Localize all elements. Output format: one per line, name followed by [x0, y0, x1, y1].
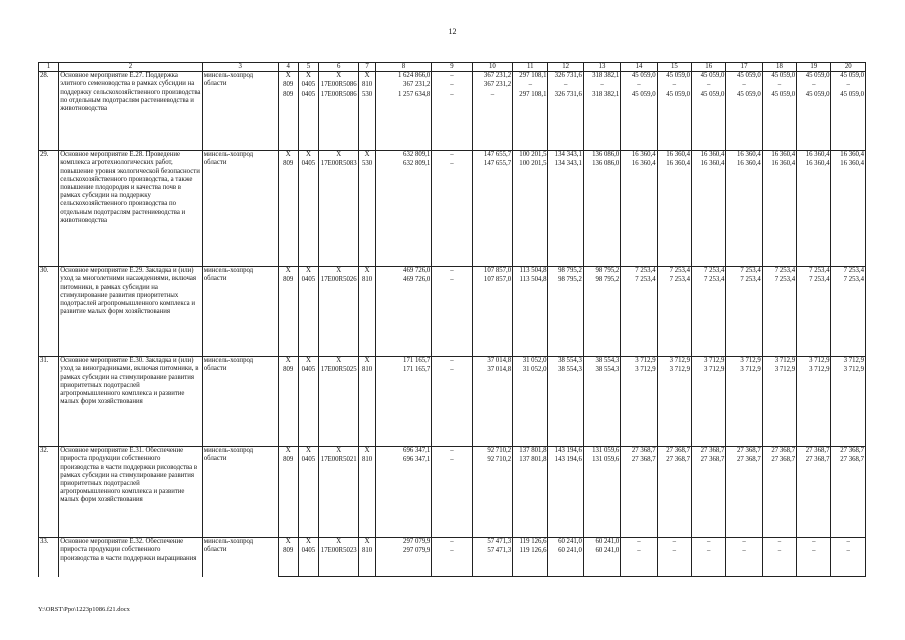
table-cell: X — [298, 447, 318, 456]
table-cell: – — [513, 81, 548, 91]
table-cell: X — [298, 72, 318, 81]
table-cell: 45 059,0 — [762, 91, 796, 151]
table-cell: 98 795,2 — [583, 267, 620, 276]
table-cell: 3 712,9 — [657, 357, 691, 366]
measure-name: Основное мероприятие Е.27. Поддержка элитного семеноводства в рамках субсидии на поддержку сельскохозяйственного производства по отдельным подотраслям растениеводства и животноводства — [59, 72, 203, 151]
table-cell: – — [548, 81, 583, 91]
table-cell: 809 — [278, 456, 298, 538]
table-cell: X — [319, 267, 359, 276]
table-cell: 16 360,4 — [657, 160, 691, 267]
table-cell: 143 194,6 — [548, 447, 583, 456]
table-cell: 45 059,0 — [726, 72, 762, 81]
table-cell: 530 — [359, 91, 375, 151]
table-cell: – — [762, 547, 796, 577]
table-cell: 326 731,6 — [548, 72, 583, 81]
table-cell: 27 368,7 — [831, 447, 866, 456]
responsible-executor: минсель-хозпрод области — [202, 447, 278, 538]
table-cell: 60 241,0 — [548, 538, 583, 547]
table-row — [39, 447, 866, 456]
column-header-3: 3 — [202, 63, 278, 72]
table-cell: 3 712,9 — [762, 366, 796, 447]
table-cell: 16 360,4 — [762, 160, 796, 267]
table-cell: 17Е00R5026 — [319, 276, 359, 357]
table-cell: 0405 — [298, 547, 318, 577]
page-number: 12 — [448, 27, 457, 36]
table-cell: 297 108,1 — [513, 91, 548, 151]
table-cell: X — [359, 267, 375, 276]
table-cell: X — [319, 72, 359, 81]
responsible-executor: минсель-хозпрод области — [202, 267, 278, 357]
table-cell: – — [762, 81, 796, 91]
table-cell: 17Е00R5021 — [319, 456, 359, 538]
table-cell: 367 231,2 — [375, 81, 432, 91]
table-cell: 92 710,2 — [472, 447, 512, 456]
table-cell: 147 655,7 — [472, 151, 512, 160]
table-cell: – — [797, 538, 831, 547]
table-cell: 17Е00R5083 — [319, 160, 359, 267]
table-cell: 171 165,7 — [375, 366, 432, 447]
table-cell: 809 — [278, 366, 298, 447]
table-cell: – — [621, 538, 657, 547]
table-cell: – — [432, 456, 472, 538]
responsible-executor: минсель-хозпрод области — [202, 72, 278, 151]
table-cell: 57 471,3 — [472, 538, 512, 547]
table-cell: 810 — [359, 456, 375, 538]
column-header-17: 17 — [726, 63, 762, 72]
table-cell: – — [692, 538, 726, 547]
table-cell: 3 712,9 — [726, 366, 762, 447]
table-cell: 45 059,0 — [657, 72, 691, 81]
table-cell: – — [432, 547, 472, 577]
table-cell: – — [432, 447, 472, 456]
table-cell: – — [726, 547, 762, 577]
table-cell: 17Е00R5023 — [319, 547, 359, 577]
table-cell: – — [762, 538, 796, 547]
table-cell: – — [726, 81, 762, 91]
table-cell: 297 079,9 — [375, 538, 432, 547]
table-cell: 3 712,9 — [692, 366, 726, 447]
table-cell: 16 360,4 — [762, 151, 796, 160]
table-cell: 45 059,0 — [692, 72, 726, 81]
table-cell: 92 710,2 — [472, 456, 512, 538]
table-cell: X — [319, 151, 359, 160]
table-cell: 136 086,0 — [583, 151, 620, 160]
table-cell: 57 471,3 — [472, 547, 512, 577]
table-cell: 810 — [359, 276, 375, 357]
table-cell: 27 368,7 — [797, 456, 831, 538]
table-cell: 632 809,1 — [375, 151, 432, 160]
program-table — [38, 62, 866, 577]
table-cell: 98 795,2 — [548, 276, 583, 357]
column-header-18: 18 — [762, 63, 796, 72]
table-cell: 469 726,0 — [375, 276, 432, 357]
table-cell: 809 — [278, 81, 298, 91]
responsible-executor: минсель-хозпрод области — [202, 357, 278, 447]
table-cell: – — [432, 538, 472, 547]
table-cell: 810 — [359, 81, 375, 91]
table-cell: – — [657, 547, 691, 577]
table-cell: – — [432, 160, 472, 267]
table-row — [39, 538, 866, 547]
table-cell: 318 382,1 — [583, 91, 620, 151]
table-cell: – — [831, 547, 866, 577]
table-cell: 1 624 866,0 — [375, 72, 432, 81]
table-cell: 3 712,9 — [831, 366, 866, 447]
table-cell: – — [432, 357, 472, 366]
table-cell: 45 059,0 — [621, 72, 657, 81]
table-cell: 809 — [278, 547, 298, 577]
table-cell: X — [359, 357, 375, 366]
table-cell: 3 712,9 — [797, 366, 831, 447]
table-cell: 60 241,0 — [583, 538, 620, 547]
column-header-14: 14 — [621, 63, 657, 72]
row-number: 33. — [39, 538, 59, 577]
table-cell: 137 801,8 — [513, 456, 548, 538]
table-cell: 809 — [278, 276, 298, 357]
column-header-12: 12 — [548, 63, 583, 72]
row-number: 28. — [39, 72, 59, 151]
table-cell: 7 253,4 — [726, 267, 762, 276]
table-cell: 45 059,0 — [657, 91, 691, 151]
table-cell: 7 253,4 — [621, 276, 657, 357]
table-cell: 0405 — [298, 160, 318, 267]
table-row — [39, 267, 866, 276]
table-cell: 98 795,2 — [583, 276, 620, 357]
table-cell: 45 059,0 — [762, 72, 796, 81]
table-cell: 27 368,7 — [692, 456, 726, 538]
table-cell: 297 108,1 — [513, 72, 548, 81]
table-cell: 100 201,5 — [513, 151, 548, 160]
table-cell: 31 052,0 — [513, 366, 548, 447]
table-cell: 367 231,2 — [472, 72, 512, 81]
table-cell: – — [657, 538, 691, 547]
table-cell: 27 368,7 — [726, 456, 762, 538]
table-cell: 7 253,4 — [657, 276, 691, 357]
measure-name: Основное мероприятие Е.32. Обеспечение прироста продукции собственного производства в части поддержки выращивания — [59, 538, 203, 577]
table-cell: 3 712,9 — [692, 357, 726, 366]
responsible-executor: минсель-хозпрод области — [202, 151, 278, 267]
table-cell: 810 — [359, 366, 375, 447]
table-cell: 45 059,0 — [831, 91, 866, 151]
table-cell: 7 253,4 — [831, 267, 866, 276]
table-cell: X — [298, 357, 318, 366]
column-header-15: 15 — [657, 63, 691, 72]
table-cell: – — [692, 81, 726, 91]
column-header-8: 8 — [375, 63, 432, 72]
table-cell: 0405 — [298, 276, 318, 357]
table-cell: 3 712,9 — [726, 357, 762, 366]
table-cell: 696 347,1 — [375, 456, 432, 538]
table-cell: 27 368,7 — [621, 447, 657, 456]
table-cell: 16 360,4 — [621, 151, 657, 160]
table-cell: 7 253,4 — [762, 267, 796, 276]
table-cell: 16 360,4 — [657, 151, 691, 160]
table-cell: – — [692, 547, 726, 577]
table-cell: – — [432, 366, 472, 447]
table-cell: 7 253,4 — [657, 267, 691, 276]
table-cell: 1 257 634,8 — [375, 91, 432, 151]
table-cell: X — [359, 538, 375, 547]
table-cell: X — [278, 447, 298, 456]
table-cell: X — [278, 267, 298, 276]
table-cell: 16 360,4 — [621, 160, 657, 267]
table-cell: X — [278, 151, 298, 160]
table-cell: X — [359, 447, 375, 456]
table-cell: 27 368,7 — [657, 447, 691, 456]
table-cell: 119 126,6 — [513, 538, 548, 547]
table-cell: 119 126,6 — [513, 547, 548, 577]
column-header-19: 19 — [797, 63, 831, 72]
row-number: 32. — [39, 447, 59, 538]
column-header-11: 11 — [513, 63, 548, 72]
measure-name: Основное мероприятие Е.29. Закладка и (или) уход за многолетними насаждениями, включая питомники, в рамках субсидии на стимулирование развития приоритетных подотраслей агропромышленного комплекса и развитие малых форм хозяйствования — [59, 267, 203, 357]
table-cell: 367 231,2 — [472, 81, 512, 91]
column-header-2: 2 — [59, 63, 203, 72]
table-cell: 469 726,0 — [375, 267, 432, 276]
table-cell: – — [432, 151, 472, 160]
table-cell: X — [298, 151, 318, 160]
table-cell: 113 504,8 — [513, 267, 548, 276]
table-cell: 0405 — [298, 366, 318, 447]
table-cell: X — [298, 267, 318, 276]
table-cell: 7 253,4 — [797, 267, 831, 276]
table-cell: 7 253,4 — [726, 276, 762, 357]
table-cell: – — [432, 81, 472, 91]
column-header-9: 9 — [432, 63, 472, 72]
table-cell: – — [621, 547, 657, 577]
table-cell: X — [278, 357, 298, 366]
table-cell: 326 731,6 — [548, 91, 583, 151]
table-cell: 16 360,4 — [797, 160, 831, 267]
table-cell: – — [797, 81, 831, 91]
file-path-footer: Y:\ORST\Ppo\1223p1086.f21.docx — [38, 606, 130, 613]
column-header-7: 7 — [359, 63, 375, 72]
table-cell: 60 241,0 — [548, 547, 583, 577]
table-cell: 0405 — [298, 81, 318, 91]
table-cell: – — [621, 81, 657, 91]
table-cell: 27 368,7 — [726, 447, 762, 456]
table-cell: 3 712,9 — [657, 366, 691, 447]
table-cell: 147 655,7 — [472, 160, 512, 267]
measure-name: Основное мероприятие Е.28. Проведение комплекса агротехнологических работ, повышение уровня экологической безопасности сельскохозяйственного производства, а также повышение плодородия и качества почв в рамках субсидии на поддержку сельскохозяйственного производства по отдельным подотраслям растениеводства и животноводства — [59, 151, 203, 267]
column-header-6: 6 — [319, 63, 359, 72]
table-cell: 131 059,6 — [583, 447, 620, 456]
row-number: 29. — [39, 151, 59, 267]
table-cell: 38 554,3 — [548, 357, 583, 366]
table-cell: 696 347,1 — [375, 447, 432, 456]
table-cell: 16 360,4 — [692, 160, 726, 267]
table-cell: – — [472, 91, 512, 151]
table-cell: 38 554,3 — [583, 357, 620, 366]
table-cell: 16 360,4 — [692, 151, 726, 160]
column-header-1: 1 — [39, 63, 59, 72]
table-cell: 45 059,0 — [797, 91, 831, 151]
table-cell: 809 — [278, 91, 298, 151]
table-cell: 17Е00R5025 — [319, 366, 359, 447]
table-cell: 38 554,3 — [548, 366, 583, 447]
table-cell: – — [432, 267, 472, 276]
table-cell: 37 014,8 — [472, 366, 512, 447]
table-row — [39, 72, 866, 81]
table-cell: 17Е00R5086 — [319, 81, 359, 91]
table-cell: 3 712,9 — [621, 357, 657, 366]
table-cell: – — [432, 72, 472, 81]
table-cell: 7 253,4 — [692, 267, 726, 276]
table-cell: X — [319, 447, 359, 456]
table-cell: 136 086,0 — [583, 160, 620, 267]
table-cell: 37 014,8 — [472, 357, 512, 366]
table-cell: 3 712,9 — [621, 366, 657, 447]
column-header-5: 5 — [298, 63, 318, 72]
table-cell: 27 368,7 — [762, 456, 796, 538]
table-cell: 530 — [359, 160, 375, 267]
table-cell: 27 368,7 — [762, 447, 796, 456]
table-cell: 98 795,2 — [548, 267, 583, 276]
table-cell: 107 857,0 — [472, 276, 512, 357]
column-header-16: 16 — [692, 63, 726, 72]
table-cell: X — [359, 151, 375, 160]
table-row — [39, 357, 866, 366]
table-cell: 7 253,4 — [692, 276, 726, 357]
table-cell: X — [359, 72, 375, 81]
table-cell: 0405 — [298, 91, 318, 151]
table-cell: 107 857,0 — [472, 267, 512, 276]
table-cell: 297 079,9 — [375, 547, 432, 577]
table-cell: 134 343,1 — [548, 151, 583, 160]
table-cell: 45 059,0 — [797, 72, 831, 81]
table-cell: X — [278, 72, 298, 81]
table-cell: 7 253,4 — [762, 276, 796, 357]
table-cell: 16 360,4 — [831, 160, 866, 267]
measure-name: Основное мероприятие Е.31. Обеспечение прироста продукции собственного производства в части поддержки рисоводства в рамках субсидии на стимулирование развития приоритетных подотраслей агропромышленного комплекса и развитие малых форм хозяйствования — [59, 447, 203, 538]
table-cell: X — [298, 538, 318, 547]
table-cell: 3 712,9 — [831, 357, 866, 366]
row-number: 30. — [39, 267, 59, 357]
table-cell: 113 504,8 — [513, 276, 548, 357]
table-cell: 60 241,0 — [583, 547, 620, 577]
table-cell: X — [319, 357, 359, 366]
table-row — [39, 151, 866, 160]
column-header-20: 20 — [831, 63, 866, 72]
row-number: 31. — [39, 357, 59, 447]
table-cell: 16 360,4 — [831, 151, 866, 160]
program-table-container — [38, 62, 866, 598]
table-cell: – — [432, 91, 472, 151]
table-cell: 27 368,7 — [797, 447, 831, 456]
column-header-13: 13 — [583, 63, 620, 72]
table-cell: 27 368,7 — [831, 456, 866, 538]
table-cell: – — [726, 538, 762, 547]
table-cell: 31 052,0 — [513, 357, 548, 366]
table-cell: 632 809,1 — [375, 160, 432, 267]
table-cell: 318 382,1 — [583, 72, 620, 81]
table-cell: 134 343,1 — [548, 160, 583, 267]
table-cell: 137 801,8 — [513, 447, 548, 456]
table-cell: 27 368,7 — [657, 456, 691, 538]
table-cell: 143 194,6 — [548, 456, 583, 538]
table-cell: 45 059,0 — [692, 91, 726, 151]
table-cell: 27 368,7 — [621, 456, 657, 538]
table-cell: 7 253,4 — [831, 276, 866, 357]
table-cell: 27 368,7 — [692, 447, 726, 456]
table-cell: 171 165,7 — [375, 357, 432, 366]
table-header-row — [39, 63, 866, 72]
table-cell: 131 059,6 — [583, 456, 620, 538]
table-cell: 38 554,3 — [583, 366, 620, 447]
table-cell: 3 712,9 — [762, 357, 796, 366]
table-cell: 3 712,9 — [797, 357, 831, 366]
table-cell: 810 — [359, 547, 375, 577]
column-header-4: 4 — [278, 63, 298, 72]
table-cell: – — [797, 547, 831, 577]
table-cell: – — [583, 81, 620, 91]
column-header-10: 10 — [472, 63, 512, 72]
table-cell: 16 360,4 — [726, 151, 762, 160]
table-cell: 45 059,0 — [831, 72, 866, 81]
table-cell: 809 — [278, 160, 298, 267]
responsible-executor: минсель-хозпрод области — [202, 538, 278, 577]
table-cell: – — [831, 538, 866, 547]
table-cell: 17Е00R5086 — [319, 91, 359, 151]
table-cell: 7 253,4 — [621, 267, 657, 276]
table-cell: – — [657, 81, 691, 91]
table-cell: 0405 — [298, 456, 318, 538]
table-cell: – — [831, 81, 866, 91]
table-cell: – — [432, 276, 472, 357]
table-cell: X — [319, 538, 359, 547]
table-cell: 16 360,4 — [797, 151, 831, 160]
table-cell: 45 059,0 — [726, 91, 762, 151]
table-cell: 45 059,0 — [621, 91, 657, 151]
table-cell: 16 360,4 — [726, 160, 762, 267]
table-cell: 7 253,4 — [797, 276, 831, 357]
table-cell: X — [278, 538, 298, 547]
table-cell: 100 201,5 — [513, 160, 548, 267]
measure-name: Основное мероприятие Е.30. Закладка и (или) уход за виноградниками, включая питомники, в рамках субсидии на стимулирование развития приоритетных подотраслей агропромышленного комплекса и развитие малых форм хозяйствования — [59, 357, 203, 447]
